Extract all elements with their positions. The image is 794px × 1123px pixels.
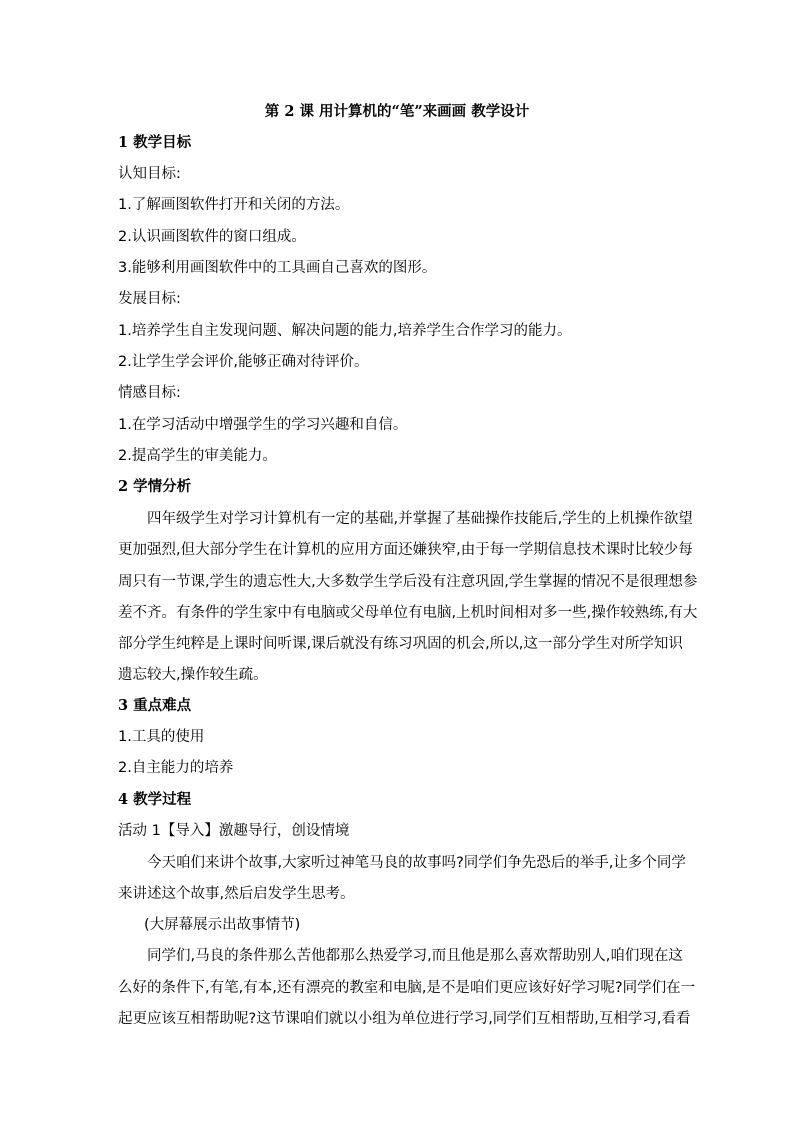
emotion-goal-item: 2.提高学生的审美能力。 xyxy=(118,448,277,464)
paragraph-line: 周只有一节课,学生的遗忘性大,大多数学生学后没有注意巩固,学生掌握的情况不是很理想参 xyxy=(118,574,698,590)
key-point-item: 2.自主能力的培养 xyxy=(118,760,234,776)
activity-title: 活动 1【导入】激趣导行，创设情境 xyxy=(118,823,350,839)
development-goals-label: 发展目标: xyxy=(118,291,181,307)
cognitive-goal-item: 1.了解画图软件打开和关闭的方法。 xyxy=(118,197,350,213)
paragraph-line: 么好的条件下,有笔,有本,还有漂亮的教室和电脑,是不是咱们更应该好好学习呢?同学们在一 xyxy=(118,980,696,996)
paragraph-line: 差不齐。有条件的学生家中有电脑或父母单位有电脑,上机时间相对多一些,操作较熟练,有大 xyxy=(118,605,698,621)
paragraph-line: 起更应该互相帮助呢?这节课咱们就以小组为单位进行学习,同学们互相帮助,互相学习,看看 xyxy=(118,1011,691,1027)
section-heading-student-analysis: 2 学情分析 xyxy=(118,478,192,495)
emotion-goal-item: 1.在学习活动中增强学生的学习兴趣和自信。 xyxy=(118,417,408,433)
paragraph-line: 同学们,马良的条件那么苦他都那么热爱学习,而且他是那么喜欢帮助别人,咱们现在这 xyxy=(147,948,683,964)
cognitive-goals-label: 认知目标: xyxy=(118,166,181,182)
paragraph-line: 部分学生纯粹是上课时间听课,课后就没有练习巩固的机会,所以,这一部分学生对所学知识 xyxy=(118,636,683,652)
emotion-goals-label: 情感目标: xyxy=(118,385,181,401)
paragraph-line: 更加强烈,但大部分学生在计算机的应用方面还嫌狭窄,由于每一学期信息技术课时比较少每 xyxy=(118,542,693,558)
cognitive-goal-item: 2.认识画图软件的窗口组成。 xyxy=(118,229,306,245)
paragraph-line: 四年级学生对学习计算机有一定的基础,并掌握了基础操作技能后,学生的上机操作欲望 xyxy=(147,511,693,527)
paragraph-line: 来讲述这个故事,然后启发学生思考。 xyxy=(118,886,355,902)
section-heading-teaching-goals: 1 教学目标 xyxy=(118,134,192,151)
section-heading-key-points: 3 重点难点 xyxy=(118,697,192,714)
paragraph-line: 遗忘较大,操作较生疏。 xyxy=(118,667,268,683)
cognitive-goal-item: 3.能够利用画图软件中的工具画自己喜欢的图形。 xyxy=(118,260,437,276)
development-goal-item: 2.让学生学会评价,能够正确对待评价。 xyxy=(118,354,369,370)
section-heading-teaching-process: 4 教学过程 xyxy=(118,791,192,808)
development-goal-item: 1.培养学生自主发现问题、解决问题的能力,培养学生合作学习的能力。 xyxy=(118,323,572,339)
paragraph-line: 今天咱们来讲个故事,大家听过神笔马良的故事吗?同学们争先恐后的举手,让多个同学 xyxy=(147,855,686,871)
document-title: 第 2 课 用计算机的“笔”来画画 教学设计 xyxy=(264,103,530,120)
screen-note: (大屏幕展示出故事情节) xyxy=(144,917,301,933)
key-point-item: 1.工具的使用 xyxy=(118,729,205,745)
